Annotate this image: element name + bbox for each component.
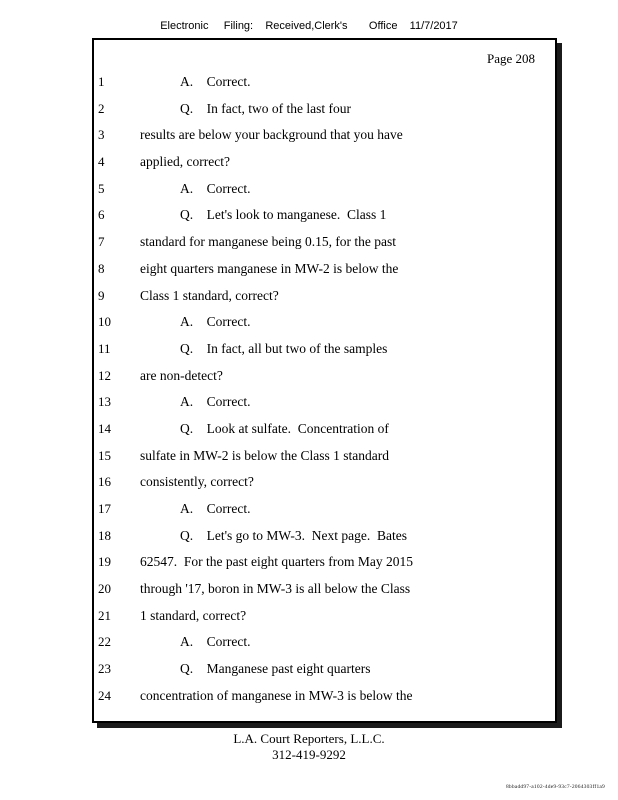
line-number: 2	[98, 100, 105, 116]
line-number: 15	[98, 447, 111, 463]
line-number: 10	[98, 314, 111, 330]
page-number: Page 208	[486, 51, 535, 66]
transcript-line	[94, 288, 553, 315]
line-number: 16	[98, 474, 111, 490]
line-number: 17	[98, 501, 111, 516]
line-number: 24	[98, 687, 111, 703]
line-number: 1	[98, 74, 105, 89]
transcript-line	[94, 314, 553, 341]
transcript-lines	[94, 74, 553, 715]
line-number: 9	[98, 287, 105, 303]
line-text: Q. In fact, two of the last four	[180, 100, 351, 116]
line-number: 18	[98, 527, 111, 543]
line-number: 8	[98, 260, 105, 276]
transcript-line	[94, 234, 553, 261]
line-text: Q. Manganese past eight quarters	[180, 661, 371, 677]
line-text: A. Correct.	[180, 634, 251, 650]
line-text: 62547. For the past eight quarters from May 2015	[140, 554, 413, 570]
line-text: A. Correct.	[180, 74, 251, 89]
transcript-line	[94, 448, 553, 475]
transcript-line	[94, 581, 553, 608]
line-text: Q. Let's go to MW-3. Next page. Bates	[180, 527, 408, 543]
line-number: 4	[98, 154, 105, 170]
transcript-line	[94, 554, 553, 581]
efiling-header: Electronic Filing: Received,Clerk's Office 11/7/2017	[160, 20, 458, 32]
transcript-line	[94, 207, 553, 234]
transcript-line	[94, 634, 553, 661]
line-number: 3	[98, 127, 105, 143]
line-number: 12	[98, 367, 111, 383]
line-text: A. Correct.	[180, 314, 251, 330]
transcript-line	[94, 474, 553, 501]
document-id-stamp: 8bbadd97-a102-4de9-93c7-2064303ff1a9	[505, 784, 605, 790]
line-number: 21	[98, 607, 111, 623]
line-number: 5	[98, 180, 105, 196]
transcript-line	[94, 501, 553, 528]
transcript-line	[94, 688, 553, 715]
line-number: 22	[98, 634, 111, 650]
line-text: Q. Look at sulfate. Concentration of	[180, 420, 389, 436]
line-number: 11	[98, 340, 111, 356]
transcript-line	[94, 181, 553, 208]
line-number: 20	[98, 581, 111, 597]
line-text: standard for manganese being 0.15, for the past	[140, 234, 397, 250]
line-number: 23	[98, 661, 111, 677]
line-text: Q. Let's look to manganese. Class 1	[180, 207, 387, 223]
line-text: results are below your background that you have	[140, 127, 403, 143]
reporter-company: L.A. Court Reporters, L.L.C.	[233, 731, 385, 746]
transcript-line	[94, 608, 553, 635]
line-text: A. Correct.	[180, 501, 251, 516]
transcript-line	[94, 261, 553, 288]
line-number: 6	[98, 207, 105, 223]
line-text: through '17, boron in MW-3 is all below the Class	[140, 581, 411, 597]
reporter-footer	[0, 731, 618, 762]
transcript-line	[94, 74, 553, 101]
line-text: Class 1 standard, correct?	[140, 287, 279, 303]
line-number: 7	[98, 234, 105, 250]
transcript-line	[94, 368, 553, 395]
line-number: 13	[98, 394, 111, 410]
transcript-page	[92, 38, 557, 723]
line-text: A. Correct.	[180, 180, 251, 196]
reporter-phone: 312-419-9292	[272, 746, 346, 762]
transcript-line	[94, 127, 553, 154]
line-text: sulfate in MW-2 is below the Class 1 standard	[140, 447, 389, 463]
transcript-line	[94, 154, 553, 181]
line-number: 19	[98, 554, 111, 570]
line-text: A. Correct.	[180, 394, 251, 410]
transcript-line	[94, 421, 553, 448]
transcript-line	[94, 528, 553, 555]
line-text: are non-detect?	[140, 367, 223, 383]
line-text: concentration of manganese in MW-3 is below the	[140, 687, 413, 703]
line-text: consistently, correct?	[140, 474, 254, 490]
line-text: eight quarters manganese in MW-2 is below the	[140, 260, 399, 276]
transcript-line	[94, 394, 553, 421]
transcript-line	[94, 661, 553, 688]
transcript-line	[94, 101, 553, 128]
line-text: 1 standard, correct?	[140, 607, 247, 623]
transcript-line	[94, 341, 553, 368]
line-text: Q. In fact, all but two of the samples	[180, 340, 388, 356]
line-number: 14	[98, 420, 111, 436]
line-text: applied, correct?	[140, 154, 230, 170]
